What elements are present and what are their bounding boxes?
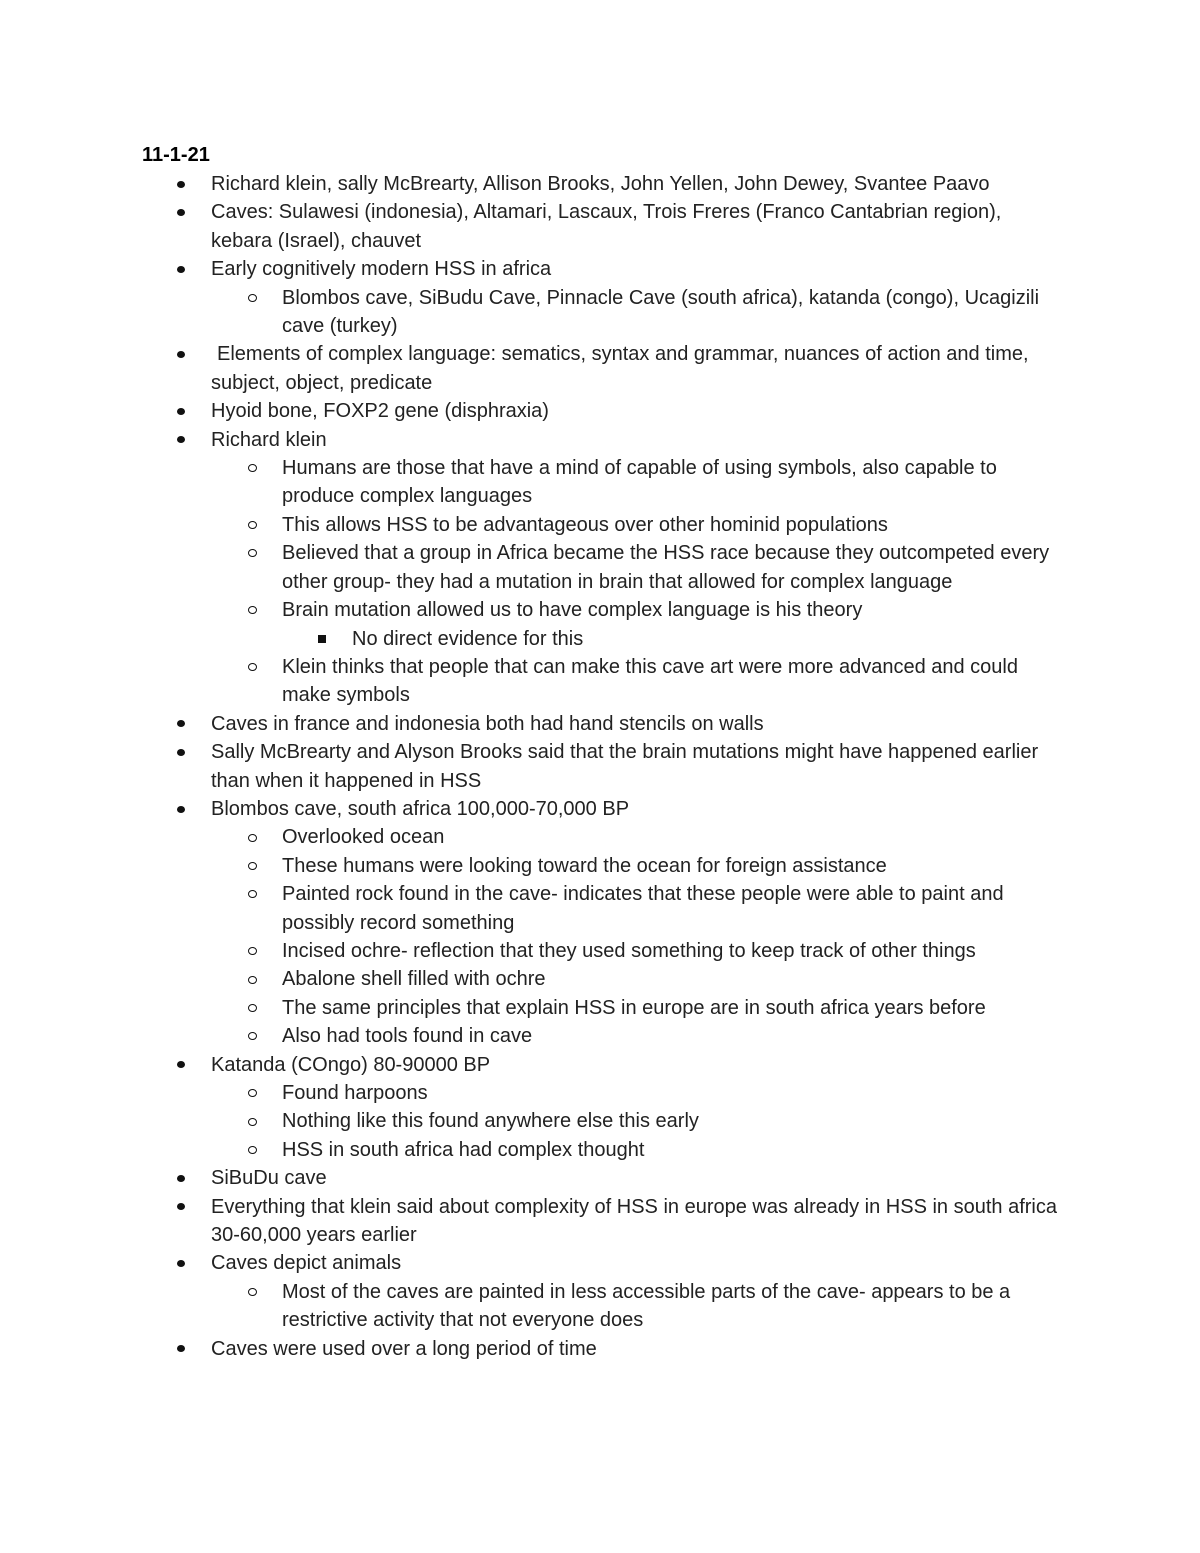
list-item <box>211 397 1061 425</box>
bullet-circle-icon <box>245 539 259 567</box>
bullet-circle-icon <box>245 1079 259 1107</box>
list-item <box>282 880 1062 937</box>
bullet-circle-icon <box>245 1107 259 1135</box>
bullet-dot-icon <box>174 710 188 738</box>
list-item-text: Most of the caves are painted in less accessible parts of the cave- appears to be a restrictive activity that not everyone does <box>282 1280 1011 1332</box>
list-item <box>282 1136 1062 1164</box>
list-item <box>282 994 1062 1022</box>
bullet-circle-icon <box>245 1278 259 1306</box>
list-item <box>282 284 1062 341</box>
bullet-circle-icon <box>245 454 259 482</box>
list-item <box>211 170 1061 198</box>
list-item-text: Caves were used over a long period of time <box>211 1337 597 1360</box>
list-item <box>211 1193 1061 1250</box>
list-item <box>282 1079 1062 1107</box>
list-item-text: Humans are those that have a mind of capable of using symbols, also capable to produce complex languages <box>282 457 997 508</box>
list-item-text: Katanda (COngo) 80-90000 BP <box>211 1053 491 1076</box>
list-item <box>282 511 1062 539</box>
list-item <box>282 596 1062 624</box>
bullet-square-icon <box>315 625 329 653</box>
bullet-circle-icon <box>245 1022 259 1050</box>
bullet-circle-icon <box>245 994 259 1022</box>
list-item <box>282 852 1062 880</box>
list-item-text: Early cognitively modern HSS in africa <box>211 258 552 281</box>
bullet-circle-icon <box>245 937 259 965</box>
bullet-dot-icon <box>174 255 188 283</box>
list-item <box>211 426 1061 454</box>
list-item-text: This allows HSS to be advantageous over other hominid populations <box>282 513 888 536</box>
list-item-text: Painted rock found in the cave- indicates that these people were able to paint and possibly record something <box>282 883 1004 934</box>
bullet-circle-icon <box>245 880 259 908</box>
bullet-dot-icon <box>174 170 188 198</box>
bullet-dot-icon <box>174 1249 188 1277</box>
list-item-text: Believed that a group in Africa became the HSS race because they outcompeted every other group- they had a mutation in brain that allowed for complex language <box>282 542 1050 593</box>
list-item-text: These humans were looking toward the ocean for foreign assistance <box>282 854 887 877</box>
list-item-text: Abalone shell filled with ochre <box>282 968 546 991</box>
bullet-dot-icon <box>174 397 188 425</box>
list-item <box>211 1335 1061 1363</box>
bullet-dot-icon <box>174 738 188 766</box>
list-item-text: Caves depict animals <box>211 1252 402 1275</box>
list-item <box>282 539 1062 596</box>
list-item-text: Sally McBrearty and Alyson Brooks said that the brain mutations might have happened earlier than when it happened in HSS <box>211 741 1039 792</box>
list-item <box>282 965 1062 993</box>
list-item-text: Overlooked ocean <box>282 826 445 849</box>
list-item-text: No direct evidence for this <box>352 627 584 650</box>
list-item-text: Brain mutation allowed us to have complex language is his theory <box>282 599 863 622</box>
bullet-circle-icon <box>245 511 259 539</box>
list-item <box>211 255 1061 283</box>
bullet-circle-icon <box>245 1136 259 1164</box>
notes-list <box>0 170 1200 1363</box>
list-item <box>211 1051 1061 1079</box>
bullet-circle-icon <box>245 823 259 851</box>
bullet-circle-icon <box>245 596 259 624</box>
bullet-circle-icon <box>245 852 259 880</box>
bullet-dot-icon <box>174 198 188 226</box>
list-item <box>211 340 1061 397</box>
list-item-text: Nothing like this found anywhere else this early <box>282 1110 699 1133</box>
list-item-text: Hyoid bone, FOXP2 gene (disphraxia) <box>211 400 549 423</box>
list-item <box>282 1278 1062 1335</box>
bullet-dot-icon <box>174 1193 188 1221</box>
list-item <box>282 823 1062 851</box>
date-heading: 11-1-21 <box>142 144 210 166</box>
list-item <box>282 454 1062 511</box>
list-item-text: Blombos cave, SiBudu Cave, Pinnacle Cave (south africa), katanda (congo), Ucagizili cave (turkey) <box>282 286 1040 338</box>
list-item <box>211 738 1061 795</box>
list-item <box>211 710 1061 738</box>
list-item-text: Also had tools found in cave <box>282 1025 533 1048</box>
list-item-text: Found harpoons <box>282 1082 428 1104</box>
list-item <box>211 1164 1061 1192</box>
list-item-text: Blombos cave, south africa 100,000-70,000 BP <box>211 797 630 820</box>
bullet-dot-icon <box>174 1051 188 1079</box>
list-item-text: Richard klein, sally McBrearty, Allison Brooks, John Yellen, John Dewey, Svantee Paavo <box>211 173 990 195</box>
list-item <box>211 1249 1061 1277</box>
bullet-dot-icon <box>174 795 188 823</box>
list-item-text: Klein thinks that people that can make this cave art were more advanced and could make symbols <box>282 655 1018 707</box>
bullet-dot-icon <box>174 1335 188 1363</box>
list-item-text: Elements of complex language: sematics, syntax and grammar, nuances of action and time, subject, object, predicate <box>211 343 1029 394</box>
list-item-text: Incised ochre- reflection that they used something to keep track of other things <box>282 939 976 962</box>
list-item <box>282 937 1062 965</box>
list-item <box>352 625 1052 653</box>
list-item-text: Caves in france and indonesia both had hand stencils on walls <box>211 712 764 735</box>
list-item <box>211 198 1061 255</box>
list-item <box>282 1107 1062 1135</box>
bullet-circle-icon <box>245 653 259 681</box>
list-item-text: Everything that klein said about complexity of HSS in europe was already in HSS in south africa 30-60,000 years earlier <box>211 1195 1057 1247</box>
list-item <box>211 795 1061 823</box>
list-item <box>282 653 1062 710</box>
list-item-text: HSS in south africa had complex thought <box>282 1138 645 1161</box>
list-item-text: The same principles that explain HSS in europe are in south africa years before <box>282 996 986 1019</box>
bullet-dot-icon <box>174 426 188 454</box>
list-item-text: SiBuDu cave <box>211 1167 327 1190</box>
bullet-dot-icon <box>174 1164 188 1192</box>
bullet-dot-icon <box>174 340 188 368</box>
bullet-circle-icon <box>245 284 259 312</box>
list-item-text: Richard klein <box>211 428 327 451</box>
list-item-text: Caves: Sulawesi (indonesia), Altamari, Lascaux, Trois Freres (Franco Cantabrian region), kebara (Israel), chauvet <box>211 201 1002 252</box>
bullet-circle-icon <box>245 965 259 993</box>
list-item <box>282 1022 1062 1050</box>
